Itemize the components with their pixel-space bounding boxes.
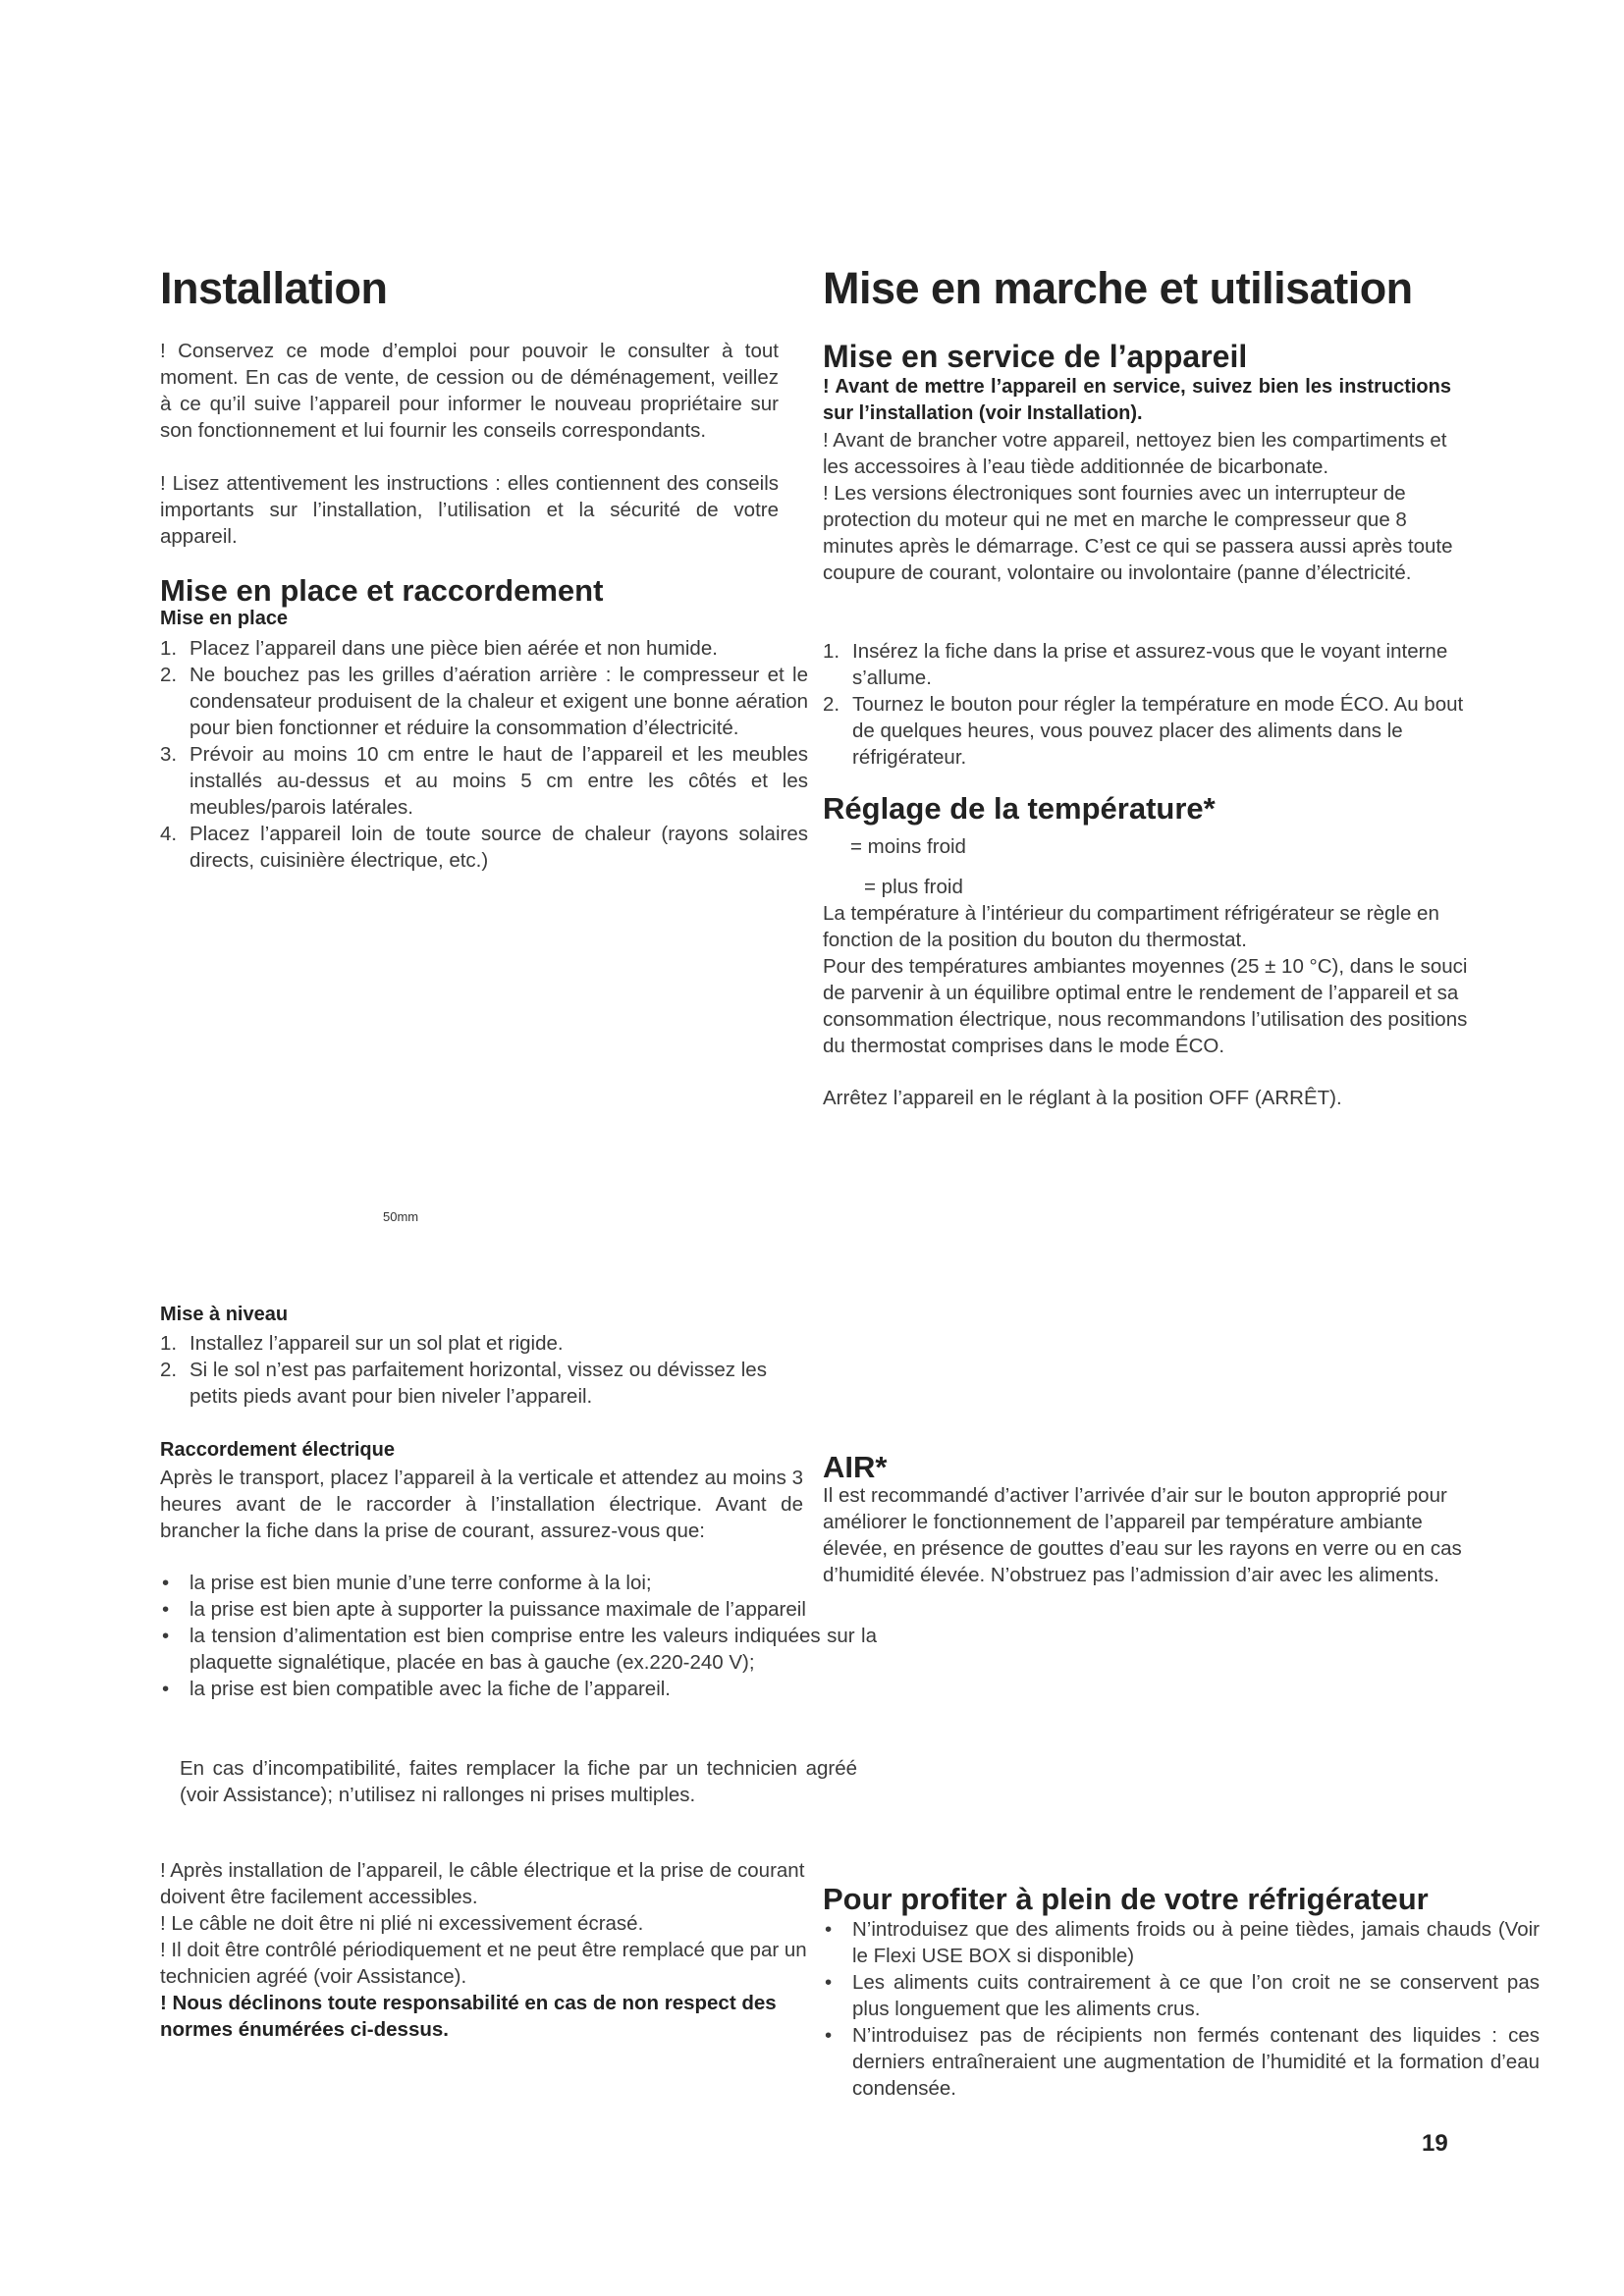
warning-1: ! Après installation de l’appareil, le câble électrique et la prise de courant doivent être facilement accessibles.	[160, 1859, 805, 1908]
list-item: 2. Ne bouchez pas les grilles d’aération arrière : le compresseur et le condensateur produisent de la chaleur et exigent une bonne aération pour bien fonctionner et réduire la consommation d’électricité.	[160, 664, 808, 739]
temp-paragraph-3: Arrêtez l’appareil en le réglant à la position OFF (ARRÊT).	[823, 1087, 1342, 1109]
temp-less-cold: = moins froid	[850, 835, 966, 858]
list-item: 1. Insérez la fiche dans la prise et assurez-vous que le voyant interne s’allume.	[823, 640, 1448, 689]
list-item: • la tension d’alimentation est bien comprise entre les valeurs indiquées sur la plaquette signalétique, placée en bas à gauche (ex.220-240 V);	[162, 1625, 877, 1674]
warning-2: ! Le câble ne doit être ni plié ni excessivement écrasé.	[160, 1912, 644, 1935]
temperature-section-title: Réglage de la température*	[823, 791, 1216, 826]
intro-paragraph-1: ! Conservez ce mode d’emploi pour pouvoir le consulter à tout moment. En cas de vente, de cession ou de déménagement, veillez à ce qu’il suive l’appareil pour informer le nouveau propriétaire sur son fonctionnement et lui fournir les conseils correspondants.	[160, 340, 779, 442]
figure-50mm-label: 50mm	[383, 1209, 419, 1224]
page-number: 19	[1422, 2130, 1448, 2157]
list-item: 2. Si le sol n’est pas parfaitement horizontal, vissez ou dévissez les petits pieds avant pour bien niveler l’appareil.	[160, 1359, 767, 1408]
service-steps	[823, 638, 1471, 771]
list-item: • Les aliments cuits contrairement à ce que l’on croit ne se conservent pas plus longuement que les aliments crus.	[825, 1971, 1540, 2020]
list-item: • N’introduisez pas de récipients non fermés contenant des liquides : ces derniers entraîneraient une augmentation de l’humidité et la formation d’eau condensée.	[825, 2024, 1540, 2100]
list-item: 1. Placez l’appareil dans une pièce bien aérée et non humide.	[160, 637, 718, 660]
installation-title: Installation	[160, 263, 388, 313]
level-subtitle: Mise à niveau	[160, 1304, 289, 1325]
list-item: 1. Installez l’appareil sur un sol plat et rigide.	[160, 1332, 564, 1355]
warning-4-disclaimer: ! Nous déclinons toute responsabilité en cas de non respect des normes énumérées ci-dessus.	[160, 1992, 777, 2041]
electric-checklist	[160, 1570, 877, 1702]
placement-subtitle: Mise en place	[160, 608, 289, 629]
electric-subtitle: Raccordement électrique	[160, 1439, 395, 1461]
air-paragraph: Il est recommandé d’activer l’arrivée d’air sur le bouton approprié pour améliorer le fonctionnement de l’appareil par température ambiante élevée, en présence de gouttes d’eau sur les rayons en verre ou en cas d’humidité élevée. N’obstruez pas l’admission d’air avec les aliments.	[823, 1484, 1462, 1586]
list-item: • N’introduisez que des aliments froids ou à peine tièdes, jamais chauds (Voir le Flexi USE BOX si disponible)	[825, 1918, 1540, 1967]
list-item: 4. Placez l’appareil loin de toute source de chaleur (rayons solaires directs, cuisinière électrique, etc.)	[160, 823, 808, 872]
electric-intro: Après le transport, placez l’appareil à la verticale et attendez au moins 3 heures avant de le raccorder à l’installation électrique. Avant de brancher la fiche dans la prise de courant, assurez-vous que:	[160, 1467, 803, 1542]
service-bold-warning: ! Avant de mettre l’appareil en service, suivez bien les instructions sur l’installation (voir Installation).	[823, 376, 1451, 424]
list-item: • la prise est bien apte à supporter la puissance maximale de l’appareil	[162, 1598, 806, 1621]
service-section-title: Mise en service de l’appareil	[823, 339, 1248, 374]
tips-list	[823, 1916, 1540, 2102]
service-paragraph-1: ! Avant de brancher votre appareil, nettoyez bien les compartiments et les accessoires à l’eau tiède additionnée de bicarbonate.	[823, 429, 1447, 478]
list-item: • la prise est bien munie d’une terre conforme à la loi;	[162, 1572, 652, 1594]
placement-section-title: Mise en place et raccordement	[160, 573, 604, 608]
service-paragraph-2: ! Les versions électroniques sont fournies avec un interrupteur de protection du moteur qui ne met en marche le compresseur que 8 minutes après le démarrage. C’est ce qui se passera aussi après toute coupure de courant, volontaire ou involontaire (panne d’électricité.	[823, 482, 1453, 584]
intro-paragraph-2: ! Lisez attentivement les instructions : elles contiennent des conseils importants sur l’installation, l’utilisation et la sécurité de votre appareil.	[160, 472, 779, 548]
usage-title: Mise en marche et utilisation	[823, 263, 1413, 313]
list-item: 3. Prévoir au moins 10 cm entre le haut de l’appareil et les meubles installés au-dessus et au moins 5 cm entre les côtés et les meubles/parois latérales.	[160, 743, 808, 819]
temp-paragraph-2: Pour des températures ambiantes moyennes (25 ± 10 °C), dans le souci de parvenir à un équilibre optimal entre le rendement de l’appareil et sa consommation électrique, nous recommandons l’utilisation des positions du thermostat comprises dans le mode ÉCO.	[823, 955, 1468, 1057]
list-item: 2. Tournez le bouton pour régler la température en mode ÉCO. Au bout de quelques heures, vous pouvez placer des aliments dans le réfrigérateur.	[823, 693, 1464, 769]
warning-3: ! Il doit être contrôlé périodiquement et ne peut être remplacé que par un technicien agréé (voir Assistance).	[160, 1939, 807, 1988]
electric-note: En cas d’incompatibilité, faites remplacer la fiche par un technicien agréé (voir Assistance); n’utilisez ni rallonges ni prises multiples.	[180, 1757, 857, 1806]
tips-section-title: Pour profiter à plein de votre réfrigérateur	[823, 1882, 1429, 1916]
temp-paragraph-1: La température à l’intérieur du compartiment réfrigérateur se règle en fonction de la position du bouton du thermostat.	[823, 902, 1439, 951]
list-item: • la prise est bien compatible avec la fiche de l’appareil.	[162, 1678, 671, 1700]
temp-more-cold: = plus froid	[864, 876, 963, 898]
placement-list	[160, 635, 808, 874]
level-list	[160, 1330, 808, 1410]
air-section-title: AIR*	[823, 1450, 888, 1484]
